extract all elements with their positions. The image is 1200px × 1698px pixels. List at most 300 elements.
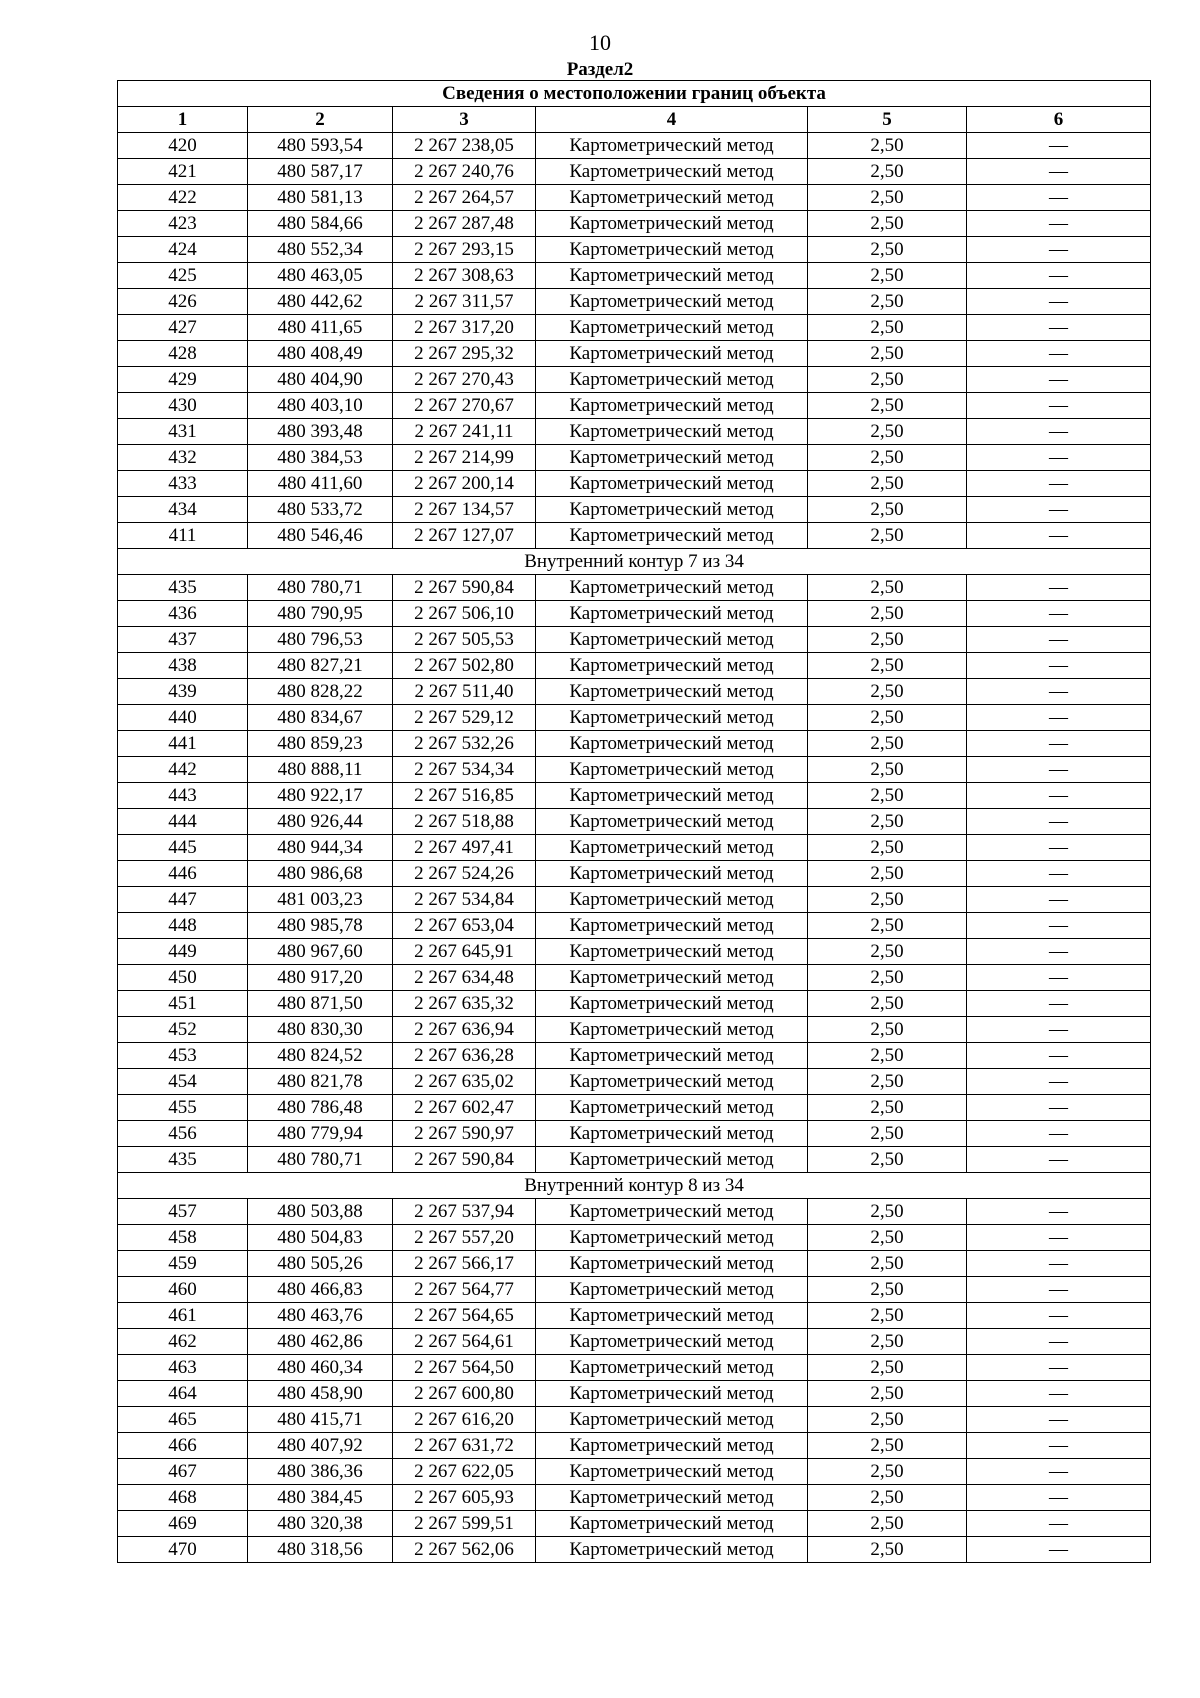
description-cell: — bbox=[967, 1511, 1151, 1537]
method-cell: Картометрический метод bbox=[536, 1043, 808, 1069]
accuracy-cell: 2,50 bbox=[808, 809, 967, 835]
x-coordinate-cell: 480 922,17 bbox=[248, 783, 393, 809]
x-coordinate-cell: 480 505,26 bbox=[248, 1251, 393, 1277]
x-coordinate-cell: 480 463,05 bbox=[248, 263, 393, 289]
point-number-cell: 458 bbox=[118, 1225, 248, 1251]
accuracy-cell: 2,50 bbox=[808, 783, 967, 809]
y-coordinate-cell: 2 267 653,04 bbox=[393, 913, 536, 939]
x-coordinate-cell: 480 830,30 bbox=[248, 1017, 393, 1043]
point-number-cell: 448 bbox=[118, 913, 248, 939]
table-row bbox=[118, 1121, 1151, 1147]
accuracy-cell: 2,50 bbox=[808, 939, 967, 965]
y-coordinate-cell: 2 267 564,61 bbox=[393, 1329, 536, 1355]
table-row bbox=[118, 185, 1151, 211]
y-coordinate-cell: 2 267 516,85 bbox=[393, 783, 536, 809]
description-cell: — bbox=[967, 1459, 1151, 1485]
table-row bbox=[118, 1277, 1151, 1303]
point-number-cell: 452 bbox=[118, 1017, 248, 1043]
description-cell: — bbox=[967, 471, 1151, 497]
method-cell: Картометрический метод bbox=[536, 523, 808, 549]
y-coordinate-cell: 2 267 293,15 bbox=[393, 237, 536, 263]
table-row bbox=[118, 263, 1151, 289]
y-coordinate-cell: 2 267 214,99 bbox=[393, 445, 536, 471]
method-cell: Картометрический метод bbox=[536, 159, 808, 185]
point-number-cell: 435 bbox=[118, 1147, 248, 1173]
method-cell: Картометрический метод bbox=[536, 1381, 808, 1407]
point-number-cell: 451 bbox=[118, 991, 248, 1017]
method-cell: Картометрический метод bbox=[536, 1355, 808, 1381]
point-number-cell: 432 bbox=[118, 445, 248, 471]
method-cell: Картометрический метод bbox=[536, 1095, 808, 1121]
contour-header-row bbox=[118, 549, 1151, 575]
table-caption: Сведения о местоположении границ объекта bbox=[118, 81, 1151, 107]
description-cell: — bbox=[967, 575, 1151, 601]
y-coordinate-cell: 2 267 631,72 bbox=[393, 1433, 536, 1459]
method-cell: Картометрический метод bbox=[536, 1147, 808, 1173]
description-cell: — bbox=[967, 341, 1151, 367]
method-cell: Картометрический метод bbox=[536, 653, 808, 679]
method-cell: Картометрический метод bbox=[536, 1407, 808, 1433]
y-coordinate-cell: 2 267 518,88 bbox=[393, 809, 536, 835]
method-cell: Картометрический метод bbox=[536, 211, 808, 237]
point-number-cell: 450 bbox=[118, 965, 248, 991]
accuracy-cell: 2,50 bbox=[808, 1303, 967, 1329]
x-coordinate-cell: 480 827,21 bbox=[248, 653, 393, 679]
method-cell: Картометрический метод bbox=[536, 913, 808, 939]
accuracy-cell: 2,50 bbox=[808, 1407, 967, 1433]
method-cell: Картометрический метод bbox=[536, 887, 808, 913]
x-coordinate-cell: 480 393,48 bbox=[248, 419, 393, 445]
x-coordinate-cell: 480 504,83 bbox=[248, 1225, 393, 1251]
description-cell: — bbox=[967, 1017, 1151, 1043]
table-row bbox=[118, 627, 1151, 653]
x-coordinate-cell: 480 821,78 bbox=[248, 1069, 393, 1095]
table-row bbox=[118, 1381, 1151, 1407]
table-row bbox=[118, 1433, 1151, 1459]
x-coordinate-cell: 480 442,62 bbox=[248, 289, 393, 315]
table-row bbox=[118, 1043, 1151, 1069]
point-number-cell: 466 bbox=[118, 1433, 248, 1459]
method-cell: Картометрический метод bbox=[536, 679, 808, 705]
x-coordinate-cell: 480 786,48 bbox=[248, 1095, 393, 1121]
table-row bbox=[118, 679, 1151, 705]
y-coordinate-cell: 2 267 295,32 bbox=[393, 341, 536, 367]
description-cell: — bbox=[967, 913, 1151, 939]
table-row bbox=[118, 731, 1151, 757]
point-number-cell: 437 bbox=[118, 627, 248, 653]
accuracy-cell: 2,50 bbox=[808, 1329, 967, 1355]
x-coordinate-cell: 480 546,46 bbox=[248, 523, 393, 549]
description-cell: — bbox=[967, 185, 1151, 211]
contour-label: Внутренний контур 8 из 34 bbox=[118, 1173, 1151, 1199]
point-number-cell: 455 bbox=[118, 1095, 248, 1121]
description-cell: — bbox=[967, 757, 1151, 783]
method-cell: Картометрический метод bbox=[536, 133, 808, 159]
page-number: 10 bbox=[589, 30, 611, 55]
description-cell: — bbox=[967, 1433, 1151, 1459]
description-cell: — bbox=[967, 1043, 1151, 1069]
x-coordinate-cell: 480 415,71 bbox=[248, 1407, 393, 1433]
accuracy-cell: 2,50 bbox=[808, 627, 967, 653]
accuracy-cell: 2,50 bbox=[808, 1017, 967, 1043]
point-number-cell: 462 bbox=[118, 1329, 248, 1355]
method-cell: Картометрический метод bbox=[536, 341, 808, 367]
method-cell: Картометрический метод bbox=[536, 1511, 808, 1537]
description-cell: — bbox=[967, 1537, 1151, 1563]
method-cell: Картометрический метод bbox=[536, 263, 808, 289]
method-cell: Картометрический метод bbox=[536, 497, 808, 523]
point-number-cell: 461 bbox=[118, 1303, 248, 1329]
x-coordinate-cell: 480 318,56 bbox=[248, 1537, 393, 1563]
method-cell: Картометрический метод bbox=[536, 367, 808, 393]
y-coordinate-cell: 2 267 534,84 bbox=[393, 887, 536, 913]
table-row bbox=[118, 367, 1151, 393]
accuracy-cell: 2,50 bbox=[808, 497, 967, 523]
y-coordinate-cell: 2 267 241,11 bbox=[393, 419, 536, 445]
method-cell: Картометрический метод bbox=[536, 627, 808, 653]
table-row bbox=[118, 1147, 1151, 1173]
table-row bbox=[118, 289, 1151, 315]
accuracy-cell: 2,50 bbox=[808, 991, 967, 1017]
description-cell: — bbox=[967, 237, 1151, 263]
table-body bbox=[118, 133, 1151, 1563]
x-coordinate-cell: 480 411,60 bbox=[248, 471, 393, 497]
point-number-cell: 439 bbox=[118, 679, 248, 705]
x-coordinate-cell: 480 384,53 bbox=[248, 445, 393, 471]
y-coordinate-cell: 2 267 308,63 bbox=[393, 263, 536, 289]
description-cell: — bbox=[967, 1485, 1151, 1511]
accuracy-cell: 2,50 bbox=[808, 731, 967, 757]
y-coordinate-cell: 2 267 564,65 bbox=[393, 1303, 536, 1329]
table-row bbox=[118, 887, 1151, 913]
method-cell: Картометрический метод bbox=[536, 809, 808, 835]
accuracy-cell: 2,50 bbox=[808, 341, 967, 367]
accuracy-cell: 2,50 bbox=[808, 1537, 967, 1563]
caption-row bbox=[118, 81, 1151, 107]
x-coordinate-cell: 480 407,92 bbox=[248, 1433, 393, 1459]
point-number-cell: 420 bbox=[118, 133, 248, 159]
method-cell: Картометрический метод bbox=[536, 445, 808, 471]
y-coordinate-cell: 2 267 240,76 bbox=[393, 159, 536, 185]
description-cell: — bbox=[967, 835, 1151, 861]
method-cell: Картометрический метод bbox=[536, 1199, 808, 1225]
point-number-cell: 453 bbox=[118, 1043, 248, 1069]
method-cell: Картометрический метод bbox=[536, 757, 808, 783]
accuracy-cell: 2,50 bbox=[808, 419, 967, 445]
point-number-cell: 456 bbox=[118, 1121, 248, 1147]
x-coordinate-cell: 480 384,45 bbox=[248, 1485, 393, 1511]
table-row bbox=[118, 393, 1151, 419]
description-cell: — bbox=[967, 861, 1151, 887]
table-row bbox=[118, 1251, 1151, 1277]
method-cell: Картометрический метод bbox=[536, 289, 808, 315]
point-number-cell: 411 bbox=[118, 523, 248, 549]
point-number-cell: 444 bbox=[118, 809, 248, 835]
x-coordinate-cell: 480 587,17 bbox=[248, 159, 393, 185]
y-coordinate-cell: 2 267 562,06 bbox=[393, 1537, 536, 1563]
y-coordinate-cell: 2 267 127,07 bbox=[393, 523, 536, 549]
table-row bbox=[118, 471, 1151, 497]
point-number-cell: 427 bbox=[118, 315, 248, 341]
description-cell: — bbox=[967, 1277, 1151, 1303]
description-cell: — bbox=[967, 263, 1151, 289]
x-coordinate-cell: 480 466,83 bbox=[248, 1277, 393, 1303]
y-coordinate-cell: 2 267 602,47 bbox=[393, 1095, 536, 1121]
description-cell: — bbox=[967, 1121, 1151, 1147]
table-row bbox=[118, 1407, 1151, 1433]
y-coordinate-cell: 2 267 636,94 bbox=[393, 1017, 536, 1043]
column-header: 2 bbox=[248, 107, 393, 133]
accuracy-cell: 2,50 bbox=[808, 1121, 967, 1147]
accuracy-cell: 2,50 bbox=[808, 679, 967, 705]
method-cell: Картометрический метод bbox=[536, 1251, 808, 1277]
x-coordinate-cell: 480 859,23 bbox=[248, 731, 393, 757]
table-row bbox=[118, 341, 1151, 367]
description-cell: — bbox=[967, 133, 1151, 159]
point-number-cell: 435 bbox=[118, 575, 248, 601]
method-cell: Картометрический метод bbox=[536, 835, 808, 861]
point-number-cell: 464 bbox=[118, 1381, 248, 1407]
accuracy-cell: 2,50 bbox=[808, 601, 967, 627]
method-cell: Картометрический метод bbox=[536, 1485, 808, 1511]
accuracy-cell: 2,50 bbox=[808, 1381, 967, 1407]
table-row bbox=[118, 809, 1151, 835]
column-header: 5 bbox=[808, 107, 967, 133]
description-cell: — bbox=[967, 497, 1151, 523]
accuracy-cell: 2,50 bbox=[808, 523, 967, 549]
point-number-cell: 425 bbox=[118, 263, 248, 289]
x-coordinate-cell: 480 533,72 bbox=[248, 497, 393, 523]
y-coordinate-cell: 2 267 287,48 bbox=[393, 211, 536, 237]
x-coordinate-cell: 480 926,44 bbox=[248, 809, 393, 835]
x-coordinate-cell: 480 796,53 bbox=[248, 627, 393, 653]
column-header: 1 bbox=[118, 107, 248, 133]
method-cell: Картометрический метод bbox=[536, 1121, 808, 1147]
table-row bbox=[118, 991, 1151, 1017]
x-coordinate-cell: 480 888,11 bbox=[248, 757, 393, 783]
y-coordinate-cell: 2 267 317,20 bbox=[393, 315, 536, 341]
description-cell: — bbox=[967, 653, 1151, 679]
y-coordinate-cell: 2 267 264,57 bbox=[393, 185, 536, 211]
method-cell: Картометрический метод bbox=[536, 861, 808, 887]
method-cell: Картометрический метод bbox=[536, 1537, 808, 1563]
table-row bbox=[118, 1017, 1151, 1043]
point-number-cell: 443 bbox=[118, 783, 248, 809]
accuracy-cell: 2,50 bbox=[808, 1485, 967, 1511]
point-number-cell: 445 bbox=[118, 835, 248, 861]
point-number-cell: 465 bbox=[118, 1407, 248, 1433]
y-coordinate-cell: 2 267 622,05 bbox=[393, 1459, 536, 1485]
method-cell: Картометрический метод bbox=[536, 783, 808, 809]
x-coordinate-cell: 480 404,90 bbox=[248, 367, 393, 393]
table-row bbox=[118, 705, 1151, 731]
table-head bbox=[118, 81, 1151, 133]
x-coordinate-cell: 480 458,90 bbox=[248, 1381, 393, 1407]
table-row bbox=[118, 237, 1151, 263]
description-cell: — bbox=[967, 783, 1151, 809]
description-cell: — bbox=[967, 1095, 1151, 1121]
accuracy-cell: 2,50 bbox=[808, 1043, 967, 1069]
point-number-cell: 457 bbox=[118, 1199, 248, 1225]
accuracy-cell: 2,50 bbox=[808, 861, 967, 887]
accuracy-cell: 2,50 bbox=[808, 1277, 967, 1303]
point-number-cell: 441 bbox=[118, 731, 248, 757]
y-coordinate-cell: 2 267 557,20 bbox=[393, 1225, 536, 1251]
accuracy-cell: 2,50 bbox=[808, 835, 967, 861]
method-cell: Картометрический метод bbox=[536, 1277, 808, 1303]
description-cell: — bbox=[967, 315, 1151, 341]
y-coordinate-cell: 2 267 599,51 bbox=[393, 1511, 536, 1537]
y-coordinate-cell: 2 267 634,48 bbox=[393, 965, 536, 991]
accuracy-cell: 2,50 bbox=[808, 393, 967, 419]
description-cell: — bbox=[967, 887, 1151, 913]
x-coordinate-cell: 480 917,20 bbox=[248, 965, 393, 991]
x-coordinate-cell: 480 403,10 bbox=[248, 393, 393, 419]
description-cell: — bbox=[967, 445, 1151, 471]
table-row bbox=[118, 1329, 1151, 1355]
point-number-cell: 440 bbox=[118, 705, 248, 731]
contour-header-row bbox=[118, 1173, 1151, 1199]
point-number-cell: 433 bbox=[118, 471, 248, 497]
method-cell: Картометрический метод bbox=[536, 1017, 808, 1043]
table-row bbox=[118, 1199, 1151, 1225]
y-coordinate-cell: 2 267 497,41 bbox=[393, 835, 536, 861]
y-coordinate-cell: 2 267 590,84 bbox=[393, 575, 536, 601]
method-cell: Картометрический метод bbox=[536, 471, 808, 497]
method-cell: Картометрический метод bbox=[536, 393, 808, 419]
accuracy-cell: 2,50 bbox=[808, 185, 967, 211]
table-row bbox=[118, 159, 1151, 185]
description-cell: — bbox=[967, 705, 1151, 731]
description-cell: — bbox=[967, 1381, 1151, 1407]
point-number-cell: 423 bbox=[118, 211, 248, 237]
accuracy-cell: 2,50 bbox=[808, 289, 967, 315]
table-row bbox=[118, 1485, 1151, 1511]
y-coordinate-cell: 2 267 270,67 bbox=[393, 393, 536, 419]
table-row bbox=[118, 575, 1151, 601]
accuracy-cell: 2,50 bbox=[808, 887, 967, 913]
accuracy-cell: 2,50 bbox=[808, 1511, 967, 1537]
x-coordinate-cell: 480 408,49 bbox=[248, 341, 393, 367]
accuracy-cell: 2,50 bbox=[808, 1199, 967, 1225]
accuracy-cell: 2,50 bbox=[808, 705, 967, 731]
y-coordinate-cell: 2 267 564,77 bbox=[393, 1277, 536, 1303]
table-row bbox=[118, 523, 1151, 549]
point-number-cell: 438 bbox=[118, 653, 248, 679]
method-cell: Картометрический метод bbox=[536, 1303, 808, 1329]
x-coordinate-cell: 480 985,78 bbox=[248, 913, 393, 939]
table-row bbox=[118, 1303, 1151, 1329]
table-row bbox=[118, 497, 1151, 523]
column-header: 6 bbox=[967, 107, 1151, 133]
accuracy-cell: 2,50 bbox=[808, 133, 967, 159]
description-cell: — bbox=[967, 965, 1151, 991]
table-row bbox=[118, 1459, 1151, 1485]
x-coordinate-cell: 480 944,34 bbox=[248, 835, 393, 861]
y-coordinate-cell: 2 267 532,26 bbox=[393, 731, 536, 757]
description-cell: — bbox=[967, 1225, 1151, 1251]
accuracy-cell: 2,50 bbox=[808, 1225, 967, 1251]
method-cell: Картометрический метод bbox=[536, 1225, 808, 1251]
description-cell: — bbox=[967, 679, 1151, 705]
x-coordinate-cell: 480 824,52 bbox=[248, 1043, 393, 1069]
point-number-cell: 470 bbox=[118, 1537, 248, 1563]
accuracy-cell: 2,50 bbox=[808, 757, 967, 783]
y-coordinate-cell: 2 267 600,80 bbox=[393, 1381, 536, 1407]
description-cell: — bbox=[967, 939, 1151, 965]
x-coordinate-cell: 480 986,68 bbox=[248, 861, 393, 887]
method-cell: Картометрический метод bbox=[536, 731, 808, 757]
description-cell: — bbox=[967, 809, 1151, 835]
boundary-coordinates-table bbox=[117, 80, 1151, 1563]
point-number-cell: 426 bbox=[118, 289, 248, 315]
accuracy-cell: 2,50 bbox=[808, 237, 967, 263]
x-coordinate-cell: 480 593,54 bbox=[248, 133, 393, 159]
description-cell: — bbox=[967, 601, 1151, 627]
table-row bbox=[118, 653, 1151, 679]
y-coordinate-cell: 2 267 645,91 bbox=[393, 939, 536, 965]
table-row bbox=[118, 211, 1151, 237]
point-number-cell: 449 bbox=[118, 939, 248, 965]
table-row bbox=[118, 1225, 1151, 1251]
x-coordinate-cell: 480 581,13 bbox=[248, 185, 393, 211]
x-coordinate-cell: 480 967,60 bbox=[248, 939, 393, 965]
description-cell: — bbox=[967, 1199, 1151, 1225]
y-coordinate-cell: 2 267 605,93 bbox=[393, 1485, 536, 1511]
table-row bbox=[118, 783, 1151, 809]
y-coordinate-cell: 2 267 529,12 bbox=[393, 705, 536, 731]
method-cell: Картометрический метод bbox=[536, 991, 808, 1017]
point-number-cell: 424 bbox=[118, 237, 248, 263]
method-cell: Картометрический метод bbox=[536, 1329, 808, 1355]
table-row bbox=[118, 1537, 1151, 1563]
method-cell: Картометрический метод bbox=[536, 185, 808, 211]
description-cell: — bbox=[967, 1355, 1151, 1381]
y-coordinate-cell: 2 267 635,02 bbox=[393, 1069, 536, 1095]
y-coordinate-cell: 2 267 635,32 bbox=[393, 991, 536, 1017]
description-cell: — bbox=[967, 1329, 1151, 1355]
y-coordinate-cell: 2 267 636,28 bbox=[393, 1043, 536, 1069]
y-coordinate-cell: 2 267 590,97 bbox=[393, 1121, 536, 1147]
y-coordinate-cell: 2 267 616,20 bbox=[393, 1407, 536, 1433]
method-cell: Картометрический метод bbox=[536, 575, 808, 601]
point-number-cell: 454 bbox=[118, 1069, 248, 1095]
column-number-row bbox=[118, 107, 1151, 133]
y-coordinate-cell: 2 267 566,17 bbox=[393, 1251, 536, 1277]
description-cell: — bbox=[967, 1147, 1151, 1173]
section-title: Раздел2 bbox=[566, 59, 634, 80]
accuracy-cell: 2,50 bbox=[808, 1355, 967, 1381]
description-cell: — bbox=[967, 627, 1151, 653]
x-coordinate-cell: 480 584,66 bbox=[248, 211, 393, 237]
point-number-cell: 460 bbox=[118, 1277, 248, 1303]
table-row bbox=[118, 1095, 1151, 1121]
point-number-cell: 442 bbox=[118, 757, 248, 783]
description-cell: — bbox=[967, 1251, 1151, 1277]
table-row bbox=[118, 133, 1151, 159]
method-cell: Картометрический метод bbox=[536, 601, 808, 627]
description-cell: — bbox=[967, 731, 1151, 757]
x-coordinate-cell: 480 828,22 bbox=[248, 679, 393, 705]
method-cell: Картометрический метод bbox=[536, 315, 808, 341]
description-cell: — bbox=[967, 991, 1151, 1017]
x-coordinate-cell: 480 780,71 bbox=[248, 575, 393, 601]
y-coordinate-cell: 2 267 134,57 bbox=[393, 497, 536, 523]
accuracy-cell: 2,50 bbox=[808, 653, 967, 679]
table-row bbox=[118, 445, 1151, 471]
point-number-cell: 463 bbox=[118, 1355, 248, 1381]
table-row bbox=[118, 861, 1151, 887]
